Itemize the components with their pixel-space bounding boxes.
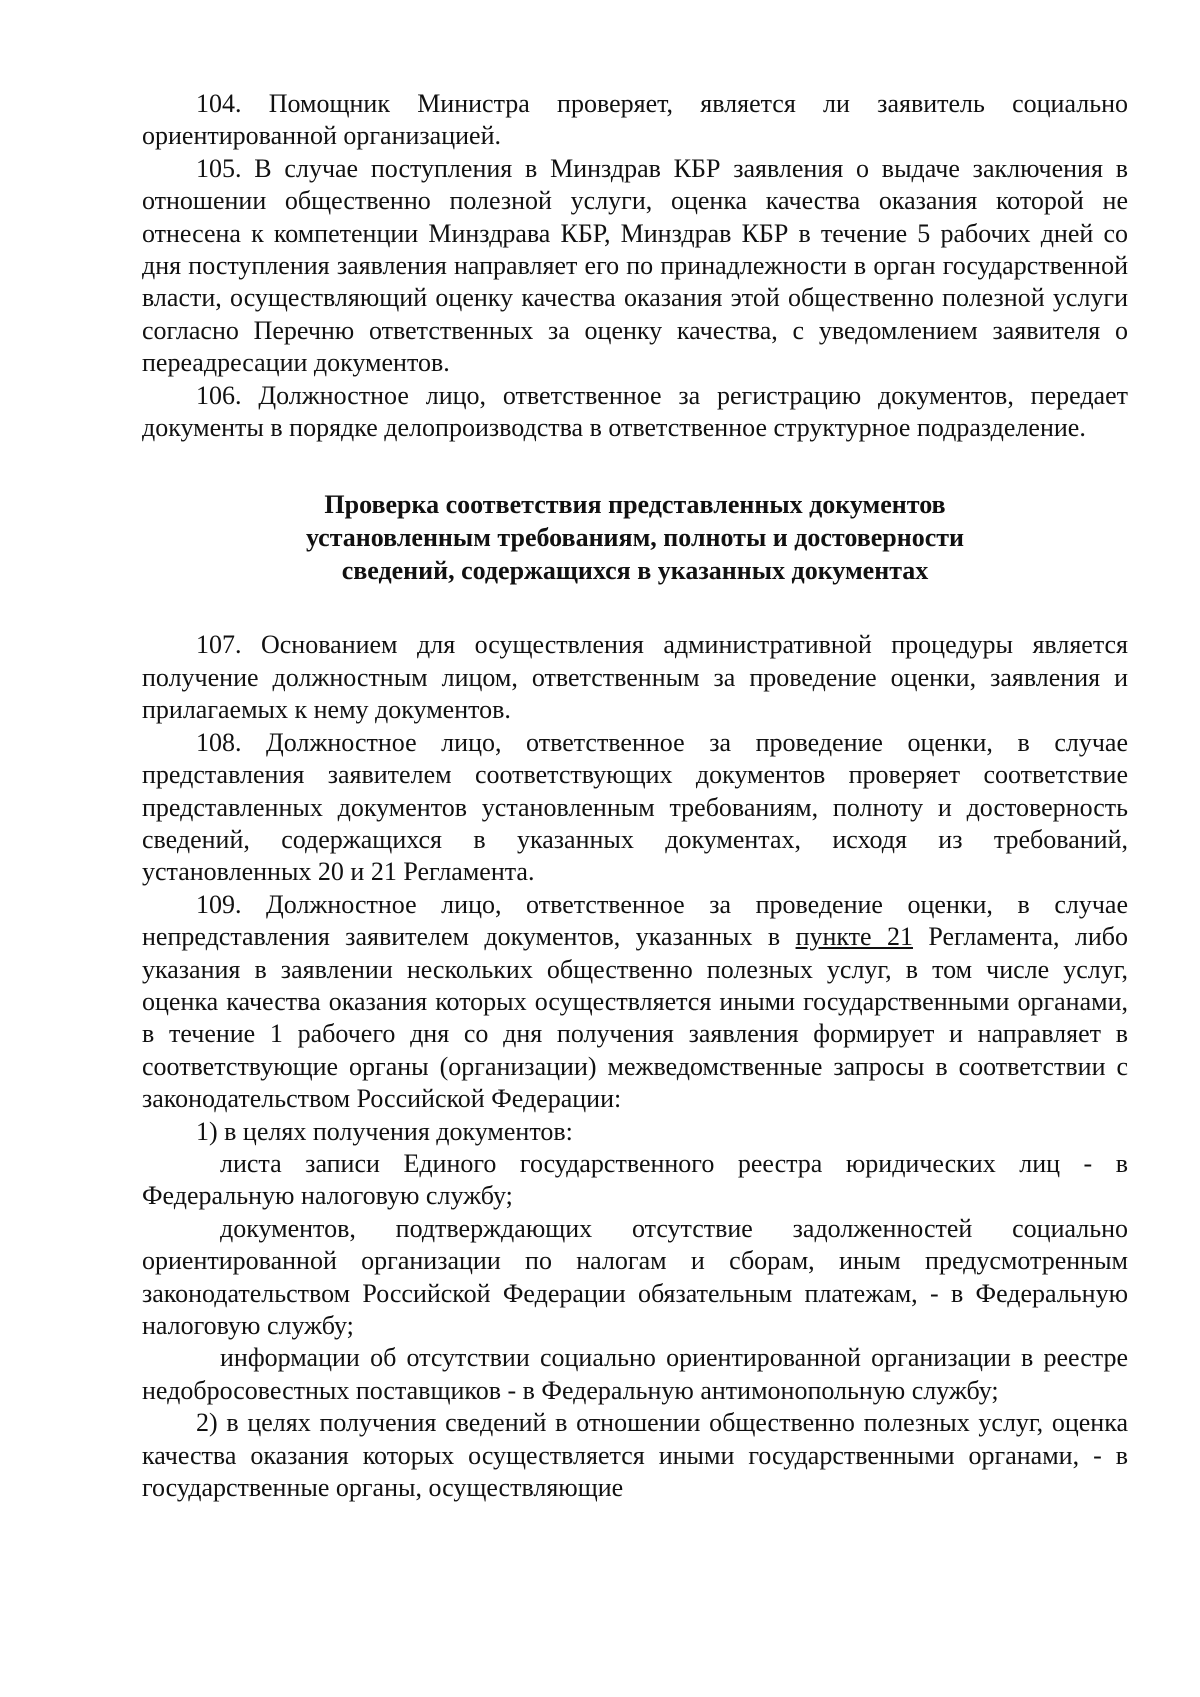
paragraph-109 — [142, 889, 1128, 1116]
paragraph-106: 106. Должностное лицо, ответственное за регистрацию документов, передает документы в порядке делопроизводства в ответственное структурное подразделение. — [142, 380, 1128, 443]
section-heading — [142, 488, 1128, 587]
section-heading-line-3: сведений, содержащихся в указанных документах — [341, 556, 929, 586]
section-heading-line-1: Проверка соответствия представленных документов — [324, 490, 946, 520]
paragraph-104: 104. Помощник Министра проверяет, является ли заявитель социально ориентированной организацией. — [142, 89, 1128, 151]
paragraph-109-link[interactable]: пункте 21 — [795, 922, 913, 952]
list-item-1-a: листа записи Единого государственного реестра юридических лиц - в Федеральную налоговую службу; — [142, 1148, 1128, 1211]
paragraph-109-start: 109. Должностное лицо, ответственное за проведение оценки, в случае непредставления заявителем документов, указанных в — [142, 889, 1128, 952]
paragraph-108: 108. Должностное лицо, ответственное за проведение оценки, в случае представления заявителем соответствующих документов проверяет соответствие представленных документов установленным требованиям, полноту и достоверность сведений, содержащихся в указанных документах, исходя из требований, установленных 20 и 21 Регламента. — [142, 727, 1128, 887]
list-item-1-c: информации об отсутствии социально ориентированной организации в реестре недобросовестных поставщиков - в Федеральную антимонопольную службу; — [142, 1343, 1128, 1405]
paragraph-105: 105. В случае поступления в Минздрав КБР заявления о выдаче заключения в отношении общественно полезной услуги, оценка качества оказания которой не отнесена к компетенции Минздрава КБР, Минздрав КБР в течение 5 рабочих дней со дня поступления заявления направляет его по принадлежности в орган государственной власти, осуществляющий оценку качества оказания этой общественно полезной услуги согласно Перечню ответственных за оценку качества, с уведомлением заявителя о переадресации документов. — [142, 153, 1128, 378]
list-item-1: 1) в целях получения документов: — [196, 1116, 573, 1146]
paragraph-107: 107. Основанием для осуществления административной процедуры является получение должностным лицом, ответственным за проведение оценки, заявления и прилагаемых к нему документов. — [142, 630, 1128, 725]
document-page — [142, 88, 1128, 1504]
list-item-2: 2) в целях получения сведений в отношении общественно полезных услуг, оценка качества оказания которых осуществляется иными государственными органами, - в государственные органы, осуществляющие — [142, 1408, 1128, 1503]
section-heading-line-2: установленным требованиям, полноты и достоверности — [305, 523, 965, 553]
paragraph-109-end: Регламента, либо указания в заявлении нескольких общественно полезных услуг, в том числе услуг, оценка качества оказания которых осуществляется иными государственными органами, в течение 1 рабочего дня со дня получения заявления формирует и направляет в соответствующие органы (организации) межведомственные запросы в соответствии с законодательством Российской Федерации: — [142, 922, 1128, 1114]
list-item-1-b: документов, подтверждающих отсутствие задолженностей социально ориентированной организации по налогам и сборам, иным предусмотренным законодательством Российской Федерации обязательным платежам, - в Федеральную налоговую службу; — [142, 1213, 1128, 1340]
